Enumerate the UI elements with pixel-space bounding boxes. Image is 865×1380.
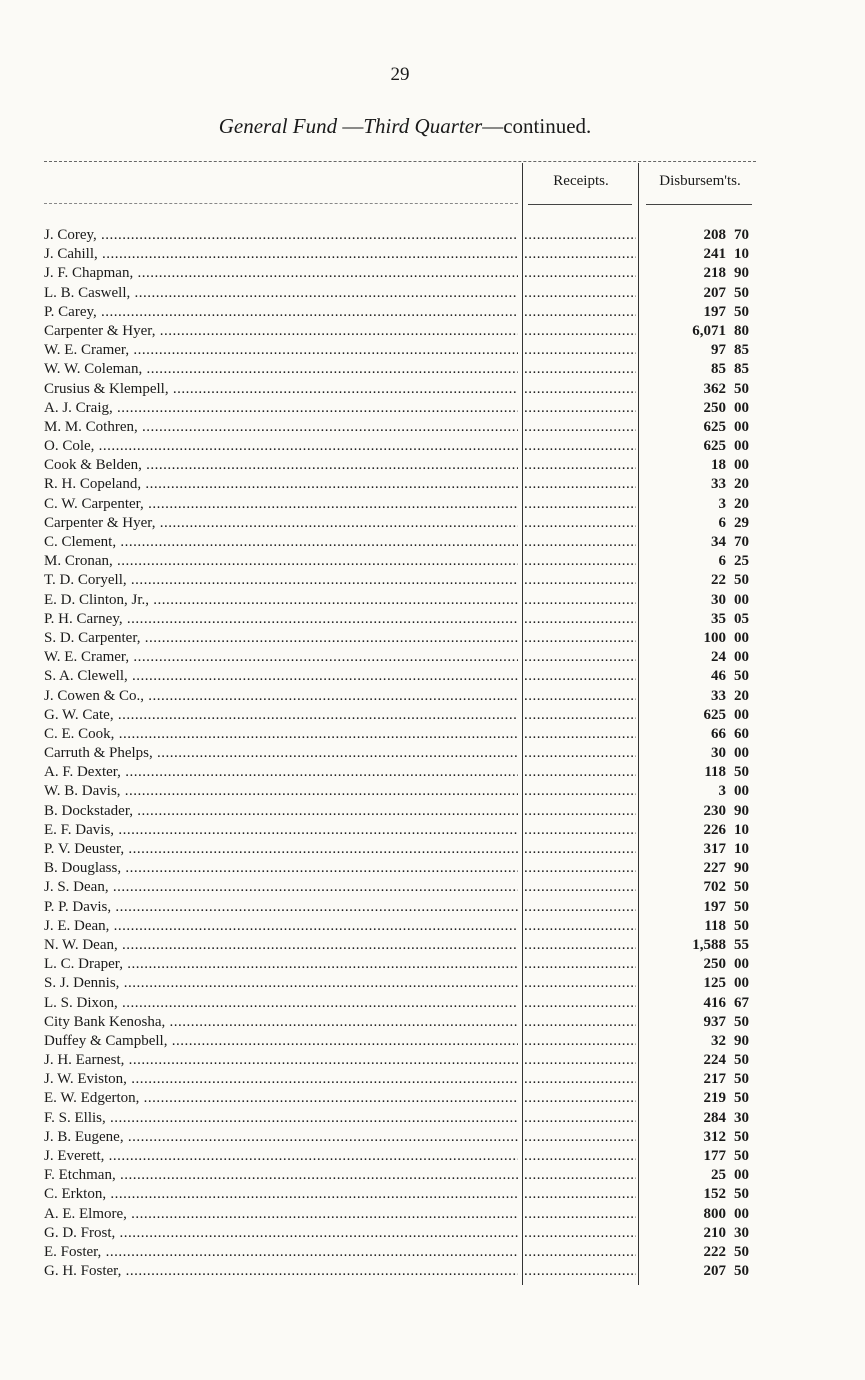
payee-name: S. J. Dennis, ..... <box>44 974 518 993</box>
disbursement-dollars: 66 <box>711 725 726 742</box>
receipts-cell <box>524 1224 636 1243</box>
table-row <box>0 284 865 303</box>
disbursement-dollars: 210 <box>703 1224 726 1241</box>
names-header-rule <box>44 203 518 204</box>
disbursement-dollars: 226 <box>703 821 726 838</box>
receipts-cell <box>524 380 636 399</box>
disbursement-cents: 10 <box>734 246 749 263</box>
disbursement-cents: 10 <box>734 821 749 838</box>
disbursement-dollars: 118 <box>704 917 726 934</box>
payee-name: S. A. Clewell, ..... <box>44 667 518 686</box>
disbursement-dollars: 416 <box>703 994 726 1011</box>
table-row <box>0 514 865 533</box>
receipts-cell <box>524 456 636 475</box>
disbursement-cents: 00 <box>734 975 749 992</box>
receipts-cell <box>524 878 636 897</box>
disbursement-cents: 00 <box>734 649 749 666</box>
disbursement-dollars: 702 <box>703 879 726 896</box>
table-row <box>0 687 865 706</box>
table-row <box>0 1051 865 1070</box>
receipts-cell <box>524 610 636 629</box>
payee-name: C. Clement, ..... <box>44 533 518 552</box>
table-row <box>0 437 865 456</box>
receipts-cell <box>524 974 636 993</box>
payee-name: L. S. Dixon, ..... <box>44 994 518 1013</box>
payee-name: G. W. Cate, ..... <box>44 706 518 725</box>
disbursement-cents: 50 <box>734 1263 749 1280</box>
receipts-cell <box>524 284 636 303</box>
payee-name: C. E. Cook, ..... <box>44 725 518 744</box>
table-row <box>0 1166 865 1185</box>
disbursement-cents: 00 <box>734 457 749 474</box>
disbursement-dollars: 222 <box>703 1243 726 1260</box>
payee-name: F. S. Ellis, ..... <box>44 1109 518 1128</box>
payee-name: J. H. Earnest, ..... <box>44 1051 518 1070</box>
disbursement-cents: 20 <box>734 476 749 493</box>
payee-name: G. H. Foster, ..... <box>44 1262 518 1281</box>
receipts-cell <box>524 264 636 283</box>
table-row <box>0 418 865 437</box>
disbursement-dollars: 937 <box>703 1013 726 1030</box>
table-row <box>0 1070 865 1089</box>
disbursement-dollars: 218 <box>703 265 726 282</box>
disbursement-cents: 50 <box>734 303 749 320</box>
receipts-cell <box>524 1205 636 1224</box>
receipts-cell <box>524 1128 636 1147</box>
disbursement-cents: 00 <box>734 399 749 416</box>
payee-name: L. C. Draper, ..... <box>44 955 518 974</box>
receipts-cell <box>524 245 636 264</box>
disbursement-dollars: 224 <box>703 1052 726 1069</box>
page-heading <box>0 114 810 139</box>
disbursement-cents: 05 <box>734 610 749 627</box>
heading-continued: continued. <box>503 114 592 138</box>
payee-name: M. Cronan, ..... <box>44 552 518 571</box>
disbursement-cents: 50 <box>734 284 749 301</box>
table-row <box>0 1032 865 1051</box>
disbursement-cents: 30 <box>734 1224 749 1241</box>
disbursement-cents: 50 <box>734 1071 749 1088</box>
payee-name: J. Everett, ..... <box>44 1147 518 1166</box>
disbursement-dollars: 18 <box>711 457 726 474</box>
disbursement-dollars: 800 <box>703 1205 726 1222</box>
receipts-cell <box>524 629 636 648</box>
receipts-header-rule <box>528 204 632 205</box>
receipts-cell <box>524 994 636 1013</box>
payee-name: P. Carey, ..... <box>44 303 518 322</box>
disbursement-dollars: 3 <box>718 495 726 512</box>
disbursement-dollars: 25 <box>711 1167 726 1184</box>
disbursement-dollars: 85 <box>711 361 726 378</box>
payee-name: J. S. Dean, ..... <box>44 878 518 897</box>
receipts-cell <box>524 418 636 437</box>
receipts-cell <box>524 706 636 725</box>
table-row <box>0 380 865 399</box>
table-top-rule <box>44 161 756 162</box>
receipts-cell <box>524 514 636 533</box>
disbursement-dollars: 24 <box>711 649 726 666</box>
table-row <box>0 840 865 859</box>
payee-name: P. V. Deuster, ..... <box>44 840 518 859</box>
heading-dash-1: — <box>337 114 364 138</box>
disbursement-dollars: 317 <box>703 841 726 857</box>
table-row <box>0 1147 865 1166</box>
receipts-cell <box>524 763 636 782</box>
disbursement-cents: 90 <box>734 802 749 819</box>
disbursement-cents: 70 <box>734 227 749 243</box>
disbursement-dollars: 312 <box>703 1128 726 1145</box>
receipts-cell <box>524 821 636 840</box>
disbursement-cents: 10 <box>734 841 749 857</box>
disbursement-dollars: 46 <box>711 668 726 685</box>
receipts-cell <box>524 1089 636 1108</box>
receipts-cell <box>524 303 636 322</box>
table-row <box>0 1243 865 1262</box>
receipts-cell <box>524 437 636 456</box>
table-row <box>0 1262 865 1281</box>
disbursement-cents: 67 <box>734 994 749 1011</box>
disbursement-dollars: 118 <box>704 764 726 781</box>
table-row <box>0 475 865 494</box>
table-row <box>0 226 865 245</box>
table-row <box>0 917 865 936</box>
payee-name: B. Douglass, ..... <box>44 859 518 878</box>
disbursement-dollars: 625 <box>703 418 726 435</box>
disbursement-dollars: 250 <box>703 399 726 416</box>
payee-name: T. D. Coryell, ..... <box>44 571 518 590</box>
table-row <box>0 667 865 686</box>
receipts-cell <box>524 1185 636 1204</box>
disbursement-dollars: 152 <box>703 1186 726 1203</box>
disbursement-dollars: 6 <box>718 553 726 570</box>
payee-name: Duffey & Campbell, ..... <box>44 1032 518 1051</box>
table-row <box>0 878 865 897</box>
disbursement-cents: 00 <box>734 1167 749 1184</box>
table-row <box>0 1089 865 1108</box>
disbursement-cents: 55 <box>734 936 749 953</box>
disbursement-cents: 00 <box>734 438 749 455</box>
payee-name: W. W. Coleman, ..... <box>44 360 518 379</box>
receipts-cell <box>524 552 636 571</box>
receipts-cell <box>524 1147 636 1166</box>
table-row <box>0 533 865 552</box>
table-row <box>0 571 865 590</box>
disbursement-dollars: 208 <box>703 227 726 243</box>
table-row <box>0 322 865 341</box>
table-row <box>0 1128 865 1147</box>
disbursement-cents: 85 <box>734 361 749 378</box>
table-row <box>0 303 865 322</box>
receipts-cell <box>524 571 636 590</box>
disbursement-cents: 50 <box>734 668 749 685</box>
payee-name: F. Etchman, ..... <box>44 1166 518 1185</box>
disbursement-cents: 50 <box>734 1013 749 1030</box>
disbursement-dollars: 207 <box>703 284 726 301</box>
disbursement-dollars: 625 <box>703 438 726 455</box>
disbursement-cents: 50 <box>734 1052 749 1069</box>
table-row <box>0 591 865 610</box>
receipts-cell <box>524 1013 636 1032</box>
receipts-cell <box>524 1070 636 1089</box>
disbursement-dollars: 97 <box>711 342 726 359</box>
payee-name: J. W. Eviston, ..... <box>44 1070 518 1089</box>
disbursement-dollars: 35 <box>711 610 726 627</box>
receipts-cell <box>524 1262 636 1281</box>
receipts-cell <box>524 475 636 494</box>
payee-name: P. H. Carney, ..... <box>44 610 518 629</box>
receipts-column-header: Receipts. <box>553 173 609 189</box>
disbursement-cents: 50 <box>734 1128 749 1145</box>
disbursement-dollars: 217 <box>703 1071 726 1088</box>
payee-name: A. E. Elmore, ..... <box>44 1205 518 1224</box>
disbursement-dollars: 22 <box>711 572 726 589</box>
disbursement-dollars: 100 <box>703 629 726 646</box>
payee-name: Carpenter & Hyer, ..... <box>44 322 518 341</box>
receipts-cell <box>524 782 636 801</box>
payee-name: G. D. Frost, ..... <box>44 1224 518 1243</box>
disbursement-cents: 00 <box>734 956 749 973</box>
table-row <box>0 782 865 801</box>
disbursement-dollars: 30 <box>711 745 726 762</box>
disbursement-cents: 00 <box>734 783 749 800</box>
page-number: 29 <box>390 64 410 85</box>
receipts-cell <box>524 360 636 379</box>
disbursement-dollars: 219 <box>703 1090 726 1107</box>
payee-name: J. B. Eugene, ..... <box>44 1128 518 1147</box>
heading-fund: General Fund <box>218 114 338 138</box>
disbursement-dollars: 30 <box>711 591 726 608</box>
disbursement-cents: 25 <box>734 553 749 570</box>
receipts-cell <box>524 1243 636 1262</box>
disbursement-cents: 50 <box>734 898 749 915</box>
table-row <box>0 648 865 667</box>
disbursement-cents: 90 <box>734 860 749 877</box>
table-row <box>0 495 865 514</box>
payee-name: P. P. Davis, ..... <box>44 898 518 917</box>
disbursement-dollars: 177 <box>703 1148 726 1164</box>
table-row <box>0 763 865 782</box>
table-row <box>0 898 865 917</box>
receipts-cell <box>524 226 636 245</box>
disbursement-cents: 50 <box>734 1090 749 1107</box>
payee-name: Carruth & Phelps, ..... <box>44 744 518 763</box>
payee-name: L. B. Caswell, ..... <box>44 284 518 303</box>
disbursement-cents: 00 <box>734 1205 749 1222</box>
receipts-cell <box>524 687 636 706</box>
disbursement-dollars: 241 <box>703 246 726 263</box>
payee-name: W. E. Cramer, ..... <box>44 648 518 667</box>
disbursement-cents: 90 <box>734 1032 749 1049</box>
receipts-cell <box>524 648 636 667</box>
disbursement-dollars: 34 <box>711 534 726 550</box>
receipts-cell <box>524 341 636 360</box>
payee-name: Cook & Belden, ..... <box>44 456 518 475</box>
disbursement-dollars: 625 <box>703 706 726 723</box>
payee-name: City Bank Kenosha, ..... <box>44 1013 518 1032</box>
payee-name: E. F. Davis, ..... <box>44 821 518 840</box>
disbursement-cents: 00 <box>734 706 749 723</box>
disbursement-dollars: 6 <box>718 514 726 531</box>
table-row <box>0 821 865 840</box>
table-row <box>0 1013 865 1032</box>
payee-name: J. Cahill, ..... <box>44 245 518 264</box>
disbursement-dollars: 197 <box>703 303 726 320</box>
receipts-cell <box>524 955 636 974</box>
table-row <box>0 1109 865 1128</box>
disbursement-cents: 50 <box>734 917 749 934</box>
receipts-cell <box>524 898 636 917</box>
disbursement-cents: 50 <box>734 1148 749 1164</box>
receipts-cell <box>524 399 636 418</box>
disbursement-cents: 30 <box>734 1109 749 1126</box>
disbursement-dollars: 250 <box>703 956 726 973</box>
payee-name: W. E. Cramer, ..... <box>44 341 518 360</box>
disbursements-header-rule <box>646 204 752 205</box>
table-row <box>0 341 865 360</box>
disbursement-cents: 50 <box>734 1243 749 1260</box>
payee-name: B. Dockstader, ..... <box>44 802 518 821</box>
heading-quarter: Third Quarter <box>363 114 483 138</box>
disbursement-cents: 00 <box>734 418 749 435</box>
disbursement-cents: 50 <box>734 879 749 896</box>
table-row <box>0 1205 865 1224</box>
receipts-cell <box>524 859 636 878</box>
disbursement-cents: 00 <box>734 745 749 762</box>
receipts-cell <box>524 591 636 610</box>
payee-name: Carpenter & Hyer, ..... <box>44 514 518 533</box>
payee-name: E. W. Edgerton, ..... <box>44 1089 518 1108</box>
disbursement-cents: 20 <box>734 687 749 704</box>
disbursement-dollars: 125 <box>703 975 726 992</box>
payee-name: Crusius & Klempell, ..... <box>44 380 518 399</box>
receipts-cell <box>524 1166 636 1185</box>
disbursement-cents: 80 <box>734 322 749 339</box>
table-row <box>0 802 865 821</box>
ledger-table-body <box>0 226 865 1281</box>
disbursement-dollars: 33 <box>711 687 726 704</box>
disbursement-cents: 85 <box>734 342 749 359</box>
payee-name: W. B. Davis, ..... <box>44 782 518 801</box>
disbursement-cents: 00 <box>734 591 749 608</box>
table-row <box>0 629 865 648</box>
table-row <box>0 725 865 744</box>
receipts-cell <box>524 725 636 744</box>
payee-name: M. M. Cothren, ..... <box>44 418 518 437</box>
receipts-cell <box>524 840 636 859</box>
payee-name: J. E. Dean, ..... <box>44 917 518 936</box>
receipts-cell <box>524 322 636 341</box>
payee-name: C. W. Carpenter, ..... <box>44 495 518 514</box>
disbursement-dollars: 197 <box>703 898 726 915</box>
payee-name: J. Cowen & Co., ..... <box>44 687 518 706</box>
receipts-cell <box>524 917 636 936</box>
disbursement-cents: 60 <box>734 725 749 742</box>
payee-name: J. F. Chapman, ..... <box>44 264 518 283</box>
table-row <box>0 264 865 283</box>
table-row <box>0 360 865 379</box>
disbursement-dollars: 33 <box>711 476 726 493</box>
table-row <box>0 974 865 993</box>
disbursement-dollars: 227 <box>703 860 726 877</box>
table-row <box>0 744 865 763</box>
table-row <box>0 456 865 475</box>
disbursement-dollars: 6,071 <box>692 322 726 339</box>
disbursement-dollars: 230 <box>703 802 726 819</box>
receipts-cell <box>524 936 636 955</box>
receipts-cell <box>524 1109 636 1128</box>
heading-dash-2: — <box>482 114 504 138</box>
table-row <box>0 859 865 878</box>
table-row <box>0 1224 865 1243</box>
disbursement-cents: 90 <box>734 265 749 282</box>
receipts-cell <box>524 744 636 763</box>
table-row <box>0 955 865 974</box>
payee-name: S. D. Carpenter, ..... <box>44 629 518 648</box>
payee-name: J. Corey, ..... <box>44 226 518 245</box>
payee-name: A. J. Craig, ..... <box>44 399 518 418</box>
disbursement-cents: 70 <box>734 534 749 550</box>
receipts-cell <box>524 1032 636 1051</box>
table-row <box>0 610 865 629</box>
payee-name: O. Cole, ..... <box>44 437 518 456</box>
disbursement-cents: 29 <box>734 514 749 531</box>
disbursement-cents: 50 <box>734 572 749 589</box>
table-row <box>0 1185 865 1204</box>
disbursement-dollars: 32 <box>711 1032 726 1049</box>
table-row <box>0 936 865 955</box>
disbursement-cents: 50 <box>734 764 749 781</box>
disbursements-column-header: Disbursem'ts. <box>659 173 741 189</box>
payee-name: E. D. Clinton, Jr., ..... <box>44 591 518 610</box>
disbursement-cents: 50 <box>734 1186 749 1203</box>
payee-name: C. Erkton, ..... <box>44 1185 518 1204</box>
payee-name: R. H. Copeland, ..... <box>44 475 518 494</box>
receipts-cell <box>524 495 636 514</box>
table-row <box>0 706 865 725</box>
disbursement-dollars: 362 <box>703 380 726 397</box>
disbursement-dollars: 284 <box>703 1109 726 1126</box>
disbursement-cents: 00 <box>734 629 749 646</box>
receipts-cell <box>524 802 636 821</box>
payee-name: E. Foster, ..... <box>44 1243 518 1262</box>
table-row <box>0 552 865 571</box>
payee-name: N. W. Dean, ..... <box>44 936 518 955</box>
disbursement-dollars: 3 <box>718 783 726 800</box>
receipts-cell <box>524 1051 636 1070</box>
table-row <box>0 994 865 1013</box>
table-row <box>0 245 865 264</box>
disbursement-cents: 20 <box>734 495 749 512</box>
payee-name: A. F. Dexter, ..... <box>44 763 518 782</box>
disbursement-dollars: 1,588 <box>692 936 726 953</box>
disbursement-dollars: 207 <box>703 1263 726 1280</box>
receipts-cell <box>524 667 636 686</box>
receipts-cell <box>524 533 636 552</box>
table-row <box>0 399 865 418</box>
disbursement-cents: 50 <box>734 380 749 397</box>
